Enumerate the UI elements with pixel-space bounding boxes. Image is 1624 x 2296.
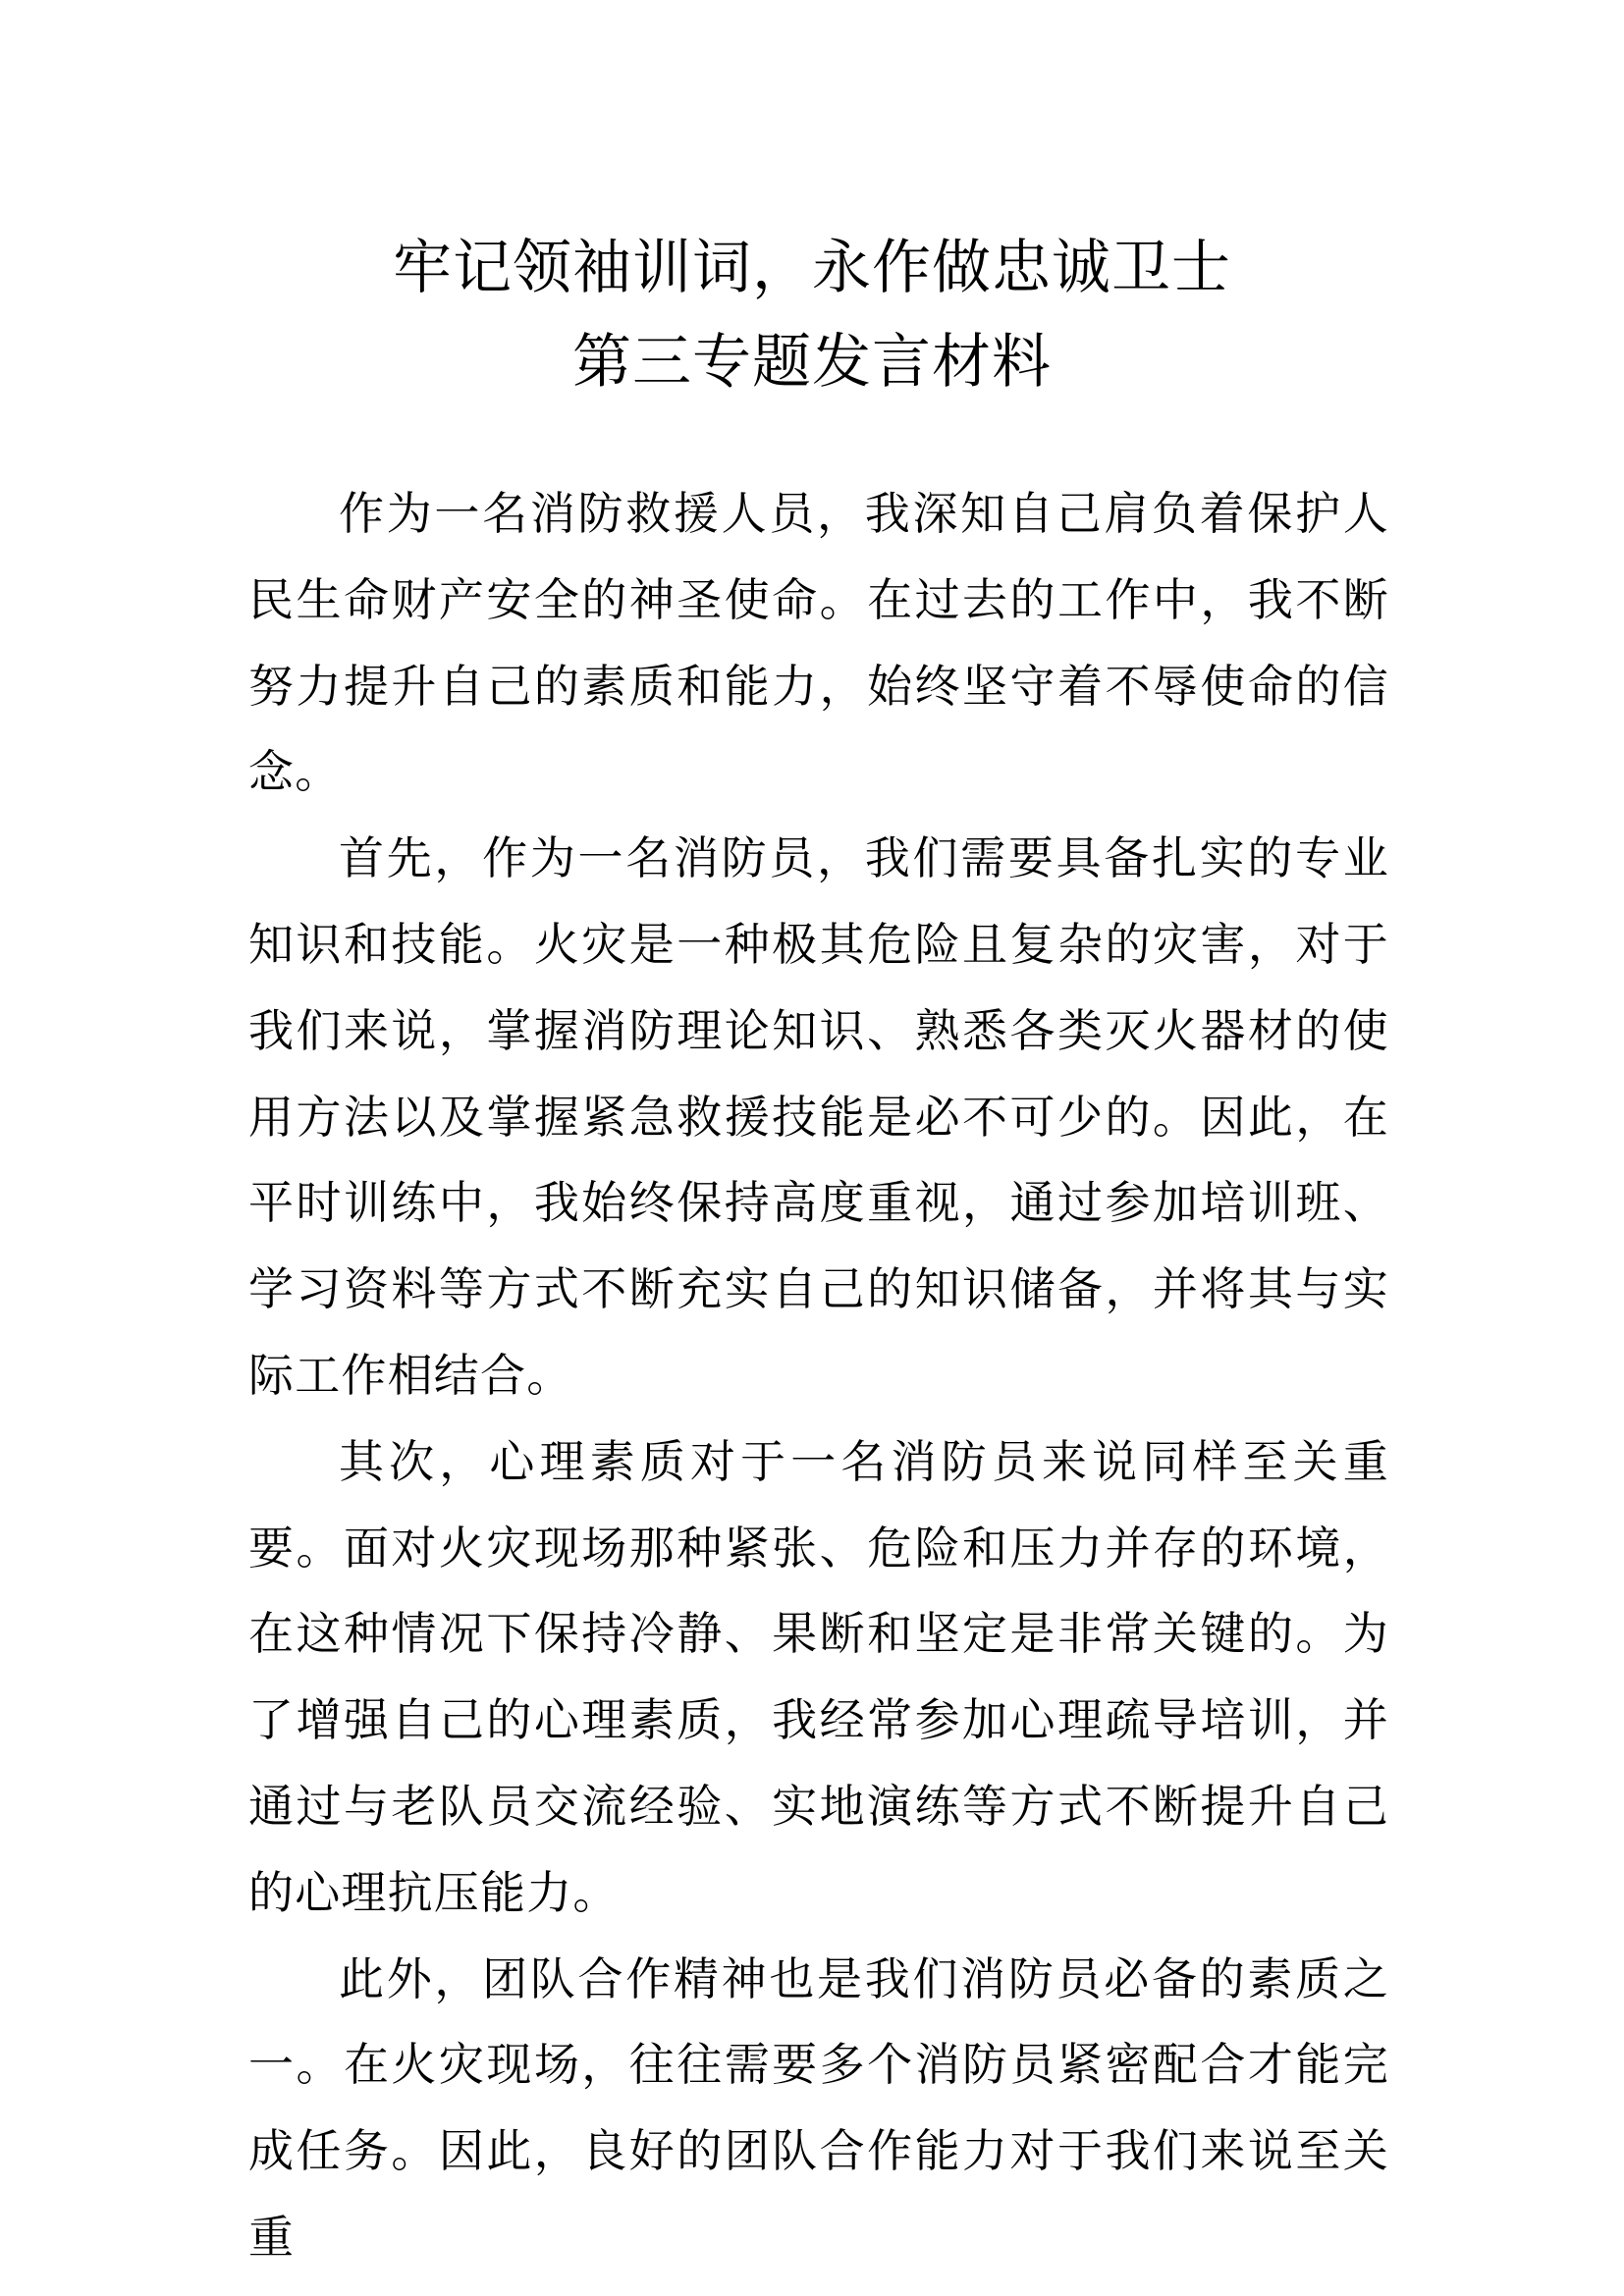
paragraph-first: 首先，作为一名消防员，我们需要具备扎实的专业知识和技能。火灾是一种极其危险且复杂的灾害，对于我们来说，掌握消防理论知识、熟悉各类灭火器材的使用方法以及掌握紧急救援技能是必不可少的。因此，在平时训练中，我始终保持高度重视，通过参加培训班、学习资料等方式不断充实自己的知识储备，并将其与实际工作相结合。 <box>248 831 1389 1402</box>
title-block <box>0 221 1624 409</box>
document-subtitle: 第三专题发言材料 <box>572 328 1052 397</box>
paragraph-intro: 作为一名消防救援人员，我深知自己肩负着保护人民生命财产安全的神圣使命。在过去的工作中，我不断努力提升自己的素质和能力，始终坚守着不辱使命的信念。 <box>248 487 1389 799</box>
paragraph-third: 此外，团队合作精神也是我们消防员必备的素质之一。在火灾现场，往往需要多个消防员紧密配合才能完成任务。因此，良好的团队合作能力对于我们来说至关重 <box>248 1951 1389 2264</box>
document-body <box>248 471 1389 2281</box>
document-title: 牢记领袖训词，永作做忠诚卫士 <box>393 234 1231 302</box>
paragraph-second: 其次，心理素质对于一名消防员来说同样至关重要。面对火灾现场那种紧张、危险和压力并存的环境，在这种情况下保持冷静、果断和坚定是非常关键的。为了增强自己的心理素质，我经常参加心理疏导培训，并通过与老队员交流经验、实地演练等方式不断提升自己的心理抗压能力。 <box>248 1434 1389 1919</box>
